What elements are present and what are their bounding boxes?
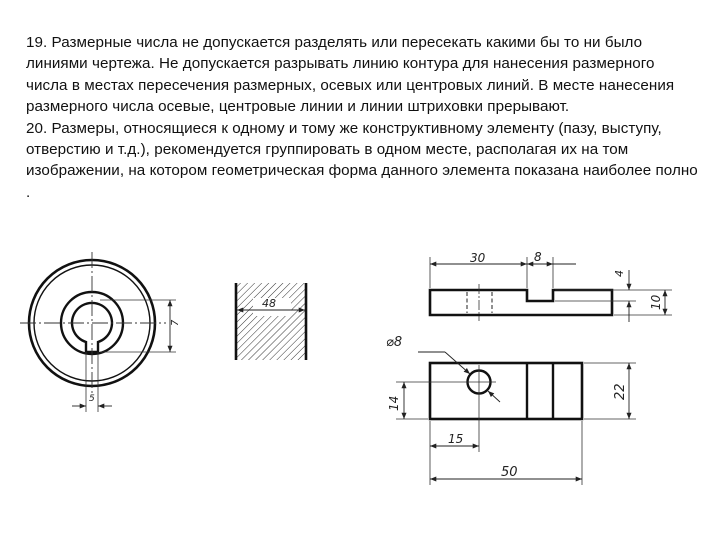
- washer-width-dim: 5: [89, 394, 95, 404]
- washer-figure: [20, 252, 181, 412]
- part-top-view: [386, 335, 636, 485]
- front-length-dim: 30: [470, 251, 486, 265]
- paragraph-19: 19. Размерные числа не допускается разделять или пересекать какими бы то ни было линиями чертежа. Не допускается разрывать линию контура для нанесения размерного числа в местах пересечения размерных, осевых или центровых линий. В месте нанесения размерного числа осевые, центровые линии и линии штриховки прерывают.: [26, 34, 675, 116]
- slot-depth-dim: 4: [613, 270, 626, 277]
- slot-width-dim: 8: [534, 250, 542, 264]
- top-total-width-dim: 22: [613, 383, 628, 400]
- top-width-dim: 14: [387, 395, 401, 411]
- paragraph-20: 20. Размеры, относящиеся к одному и тому же конструктивному элементу (пазу, выступу, отверстию и т.д.), рекомендуется группировать в одном месте, располагая их на том изображении, на котором геометрическая форма данного элемента показана наиболее полно .: [26, 119, 698, 201]
- part-front-view: [430, 250, 672, 322]
- top-total-length-dim: 50: [501, 465, 518, 480]
- washer-height-dim: 7: [170, 319, 181, 326]
- hole-position-dim: 15: [448, 432, 464, 446]
- hatched-section-figure: [236, 283, 306, 360]
- front-height-dim: 10: [649, 294, 663, 310]
- section-dim: 48: [262, 297, 276, 310]
- hole-diameter-dim: ⌀8: [386, 335, 403, 350]
